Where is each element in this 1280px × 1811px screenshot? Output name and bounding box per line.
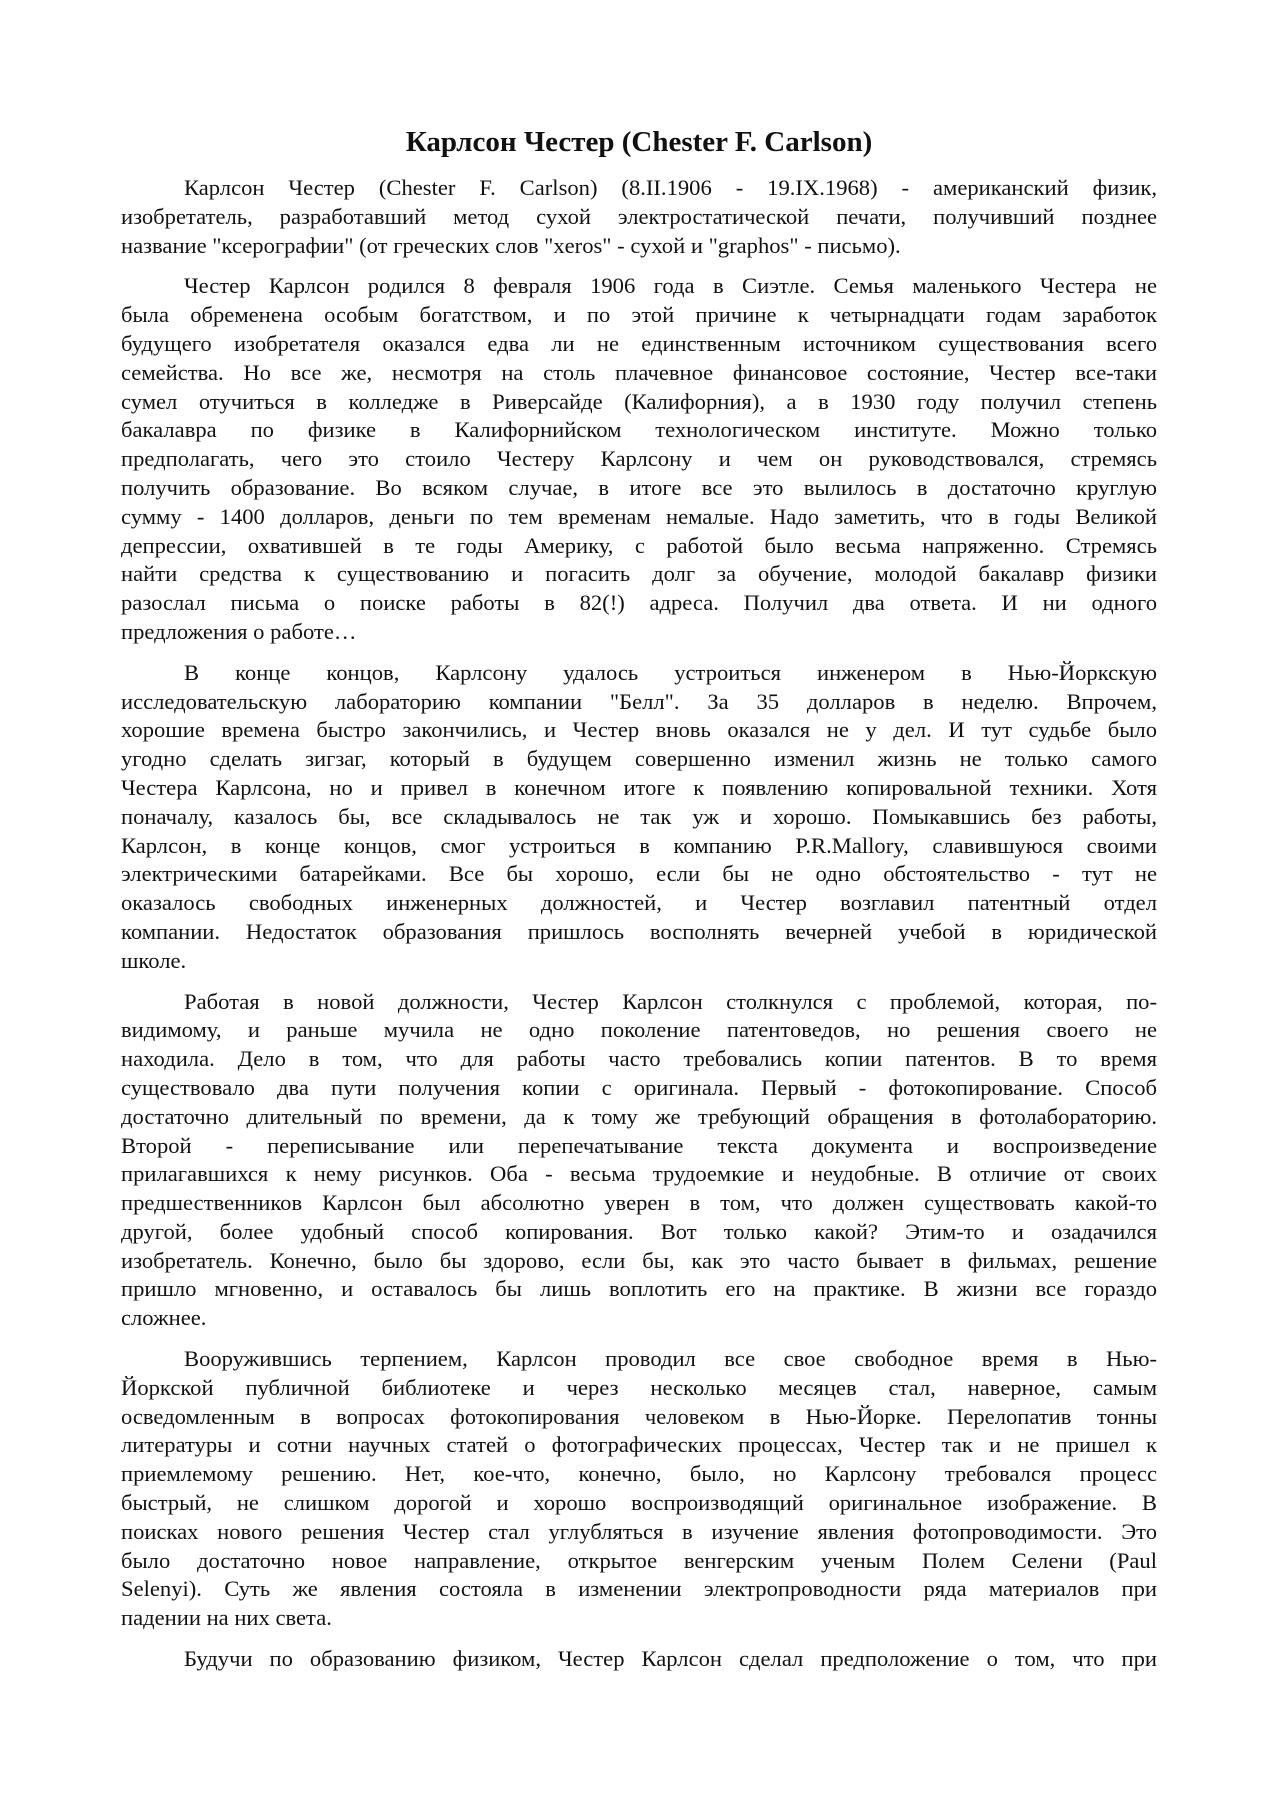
paragraph-line: название "ксерографии" (от греческих слов "xeros" - сухой и "graphos" - письмо). <box>121 232 901 258</box>
paragraph-line: компании. Недостаток образования пришлось восполнять вечерней учебой в юридической <box>121 918 1157 944</box>
paragraph-line: другой, более удобный способ копирования. Вот только какой? Этим-то и озадачился <box>121 1218 1157 1244</box>
paragraph <box>121 1645 1157 1674</box>
paragraph-line: видимому, и раньше мучила не одно поколение патентоведов, но решения своего не <box>121 1017 1157 1043</box>
paragraph-line: сложнее. <box>121 1305 207 1331</box>
paragraph-line: Второй - переписывание или перепечатывание текста документа и воспроизведение <box>121 1132 1157 1158</box>
paragraph-line: исследовательскую лабораторию компании "Белл". За 35 долларов в неделю. Впрочем, <box>121 688 1157 714</box>
paragraph <box>121 988 1157 1334</box>
paragraph-line: сумел отучиться в колледже в Риверсайде (Калифорния), а в 1930 году получил степень <box>121 388 1157 414</box>
paragraph-line: электрическими батарейками. Все бы хорошо, если бы не одно обстоятельство - тут не <box>121 861 1157 887</box>
paragraph-line: пришло мгновенно, и оставалось бы лишь воплотить его на практике. В жизни все гораздо <box>121 1276 1157 1302</box>
paragraph-line: Честер Карлсон родился 8 февраля 1906 года в Сиэтле. Семья маленького Честера не <box>184 273 1157 299</box>
document-title: Карлсон Честер (Chester F. Carlson) <box>405 126 873 158</box>
paragraph-line: В конце концов, Карлсону удалось устроиться инженером в Нью-Йоркскую <box>184 659 1157 685</box>
paragraph-line: разослал письма о поиске работы в 82(!) адреса. Получил два ответа. И ни одного <box>121 590 1157 616</box>
paragraph-line: депрессии, охватившей в те годы Америку, с работой было весьма напряженно. Стремясь <box>121 532 1157 558</box>
paragraph-line: бакалавра по физике в Калифорнийском технологическом институте. Можно только <box>121 417 1157 443</box>
paragraph-line: Вооружившись терпением, Карлсон проводил все свое свободное время в Нью- <box>184 1346 1157 1372</box>
paragraph-line: получить образование. Во всяком случае, в итоге все это вылилось в достаточно круглую <box>121 474 1157 500</box>
paragraph-line: изобретатель. Конечно, было бы здорово, если бы, как это часто бывает в фильмах, решение <box>121 1247 1157 1273</box>
paragraph-line: Будучи по образованию физиком, Честер Карлсон сделал предположение о том, что при <box>184 1646 1157 1672</box>
paragraph-line: Работая в новой должности, Честер Карлсон столкнулся с проблемой, которая, по- <box>184 988 1157 1014</box>
paragraph-line: предложения о работе… <box>121 618 357 644</box>
paragraph-line: Честера Карлсона, но и привел в конечном итоге к появлению копировальной техники. Хотя <box>121 774 1157 800</box>
paragraph <box>121 272 1157 646</box>
paragraph-line: осведомленным в вопросах фотокопирования человеком в Нью-Йорке. Перелопатив тонны <box>121 1403 1157 1429</box>
paragraph-line: поначалу, казалось бы, все складывалось не так уж и хорошо. Помыкавшись без работы, <box>121 803 1157 829</box>
paragraph-line: приемлемому решению. Нет, кое-что, конечно, было, но Карлсону требовался процесс <box>121 1461 1157 1487</box>
paragraph-line: Йоркской публичной библиотеке и через несколько месяцев стал, наверное, самым <box>121 1374 1157 1400</box>
paragraph-line: семейства. Но все же, несмотря на столь плачевное финансовое состояние, Честер все-таки <box>121 359 1157 385</box>
paragraph-line: прилагавшихся к нему рисунков. Оба - весьма трудоемкие и неудобные. В отличие от своих <box>121 1161 1157 1187</box>
paragraph-line: падении на них света. <box>121 1605 332 1631</box>
paragraph-line: хорошие времена быстро закончились, и Честер вновь оказался не у дел. И тут судьбе было <box>121 717 1157 743</box>
paragraph-line: Карлсон Честер (Chester F. Carlson) (8.II.1906 - 19.IX.1968) - американский физик, <box>184 175 1157 200</box>
paragraph-line: найти средства к существованию и погасить долг за обучение, молодой бакалавр физики <box>121 561 1157 587</box>
paragraph-line: было достаточно новое направление, открытое венгерским ученым Полем Селени (Paul <box>121 1547 1157 1573</box>
paragraph-line: Selenyi). Суть же явления состояла в изменении электропроводности ряда материалов при <box>121 1576 1157 1602</box>
paragraph <box>121 659 1157 976</box>
paragraph <box>121 174 1157 260</box>
paragraph-line: сумму - 1400 долларов, деньги по тем временам немалые. Надо заметить, что в годы Великой <box>121 503 1157 529</box>
paragraph-line: будущего изобретателя оказался едва ли не единственным источником существования всего <box>121 330 1157 356</box>
paragraph-line: литературы и сотни научных статей о фотографических процессах, Честер так и не пришел к <box>121 1432 1157 1458</box>
paragraph-line: угодно сделать зигзаг, который в будущем совершенно изменил жизнь не только самого <box>121 746 1157 772</box>
paragraph-line: быстрый, не слишком дорогой и хорошо воспроизводящий оригинальное изображение. В <box>121 1490 1157 1516</box>
paragraph-line: предполагать, чего это стоило Честеру Карлсону и чем он руководствовался, стремясь <box>121 446 1157 472</box>
paragraph-line: существовало два пути получения копии с оригинала. Первый - фотокопирование. Способ <box>121 1074 1157 1100</box>
paragraph-line: была обременена особым богатством, и по этой причине к четырнадцати годам заработок <box>121 302 1157 328</box>
paragraph-line: школе. <box>121 947 187 973</box>
paragraph <box>121 1345 1157 1633</box>
document-body <box>121 174 1157 1686</box>
paragraph-line: Карлсон, в конце концов, смог устроиться в компанию P.R.Mallory, славившуюся своими <box>121 832 1157 858</box>
paragraph-line: достаточно длительный по времени, да к тому же требующий обращения в фотолабораторию. <box>121 1103 1157 1129</box>
paragraph-line: предшественников Карлсон был абсолютно уверен в том, что должен существовать какой-то <box>121 1190 1157 1216</box>
paragraph-line: изобретатель, разработавший метод сухой электростатической печати, получивший позднее <box>121 203 1157 229</box>
paragraph-line: оказалось свободных инженерных должностей, и Честер возглавил патентный отдел <box>121 890 1157 916</box>
paragraph-line: поисках нового решения Честер стал углубляться в изучение явления фотопроводимости. Это <box>121 1518 1157 1544</box>
paragraph-line: находила. Дело в том, что для работы часто требовались копии патентов. В то время <box>121 1046 1157 1072</box>
